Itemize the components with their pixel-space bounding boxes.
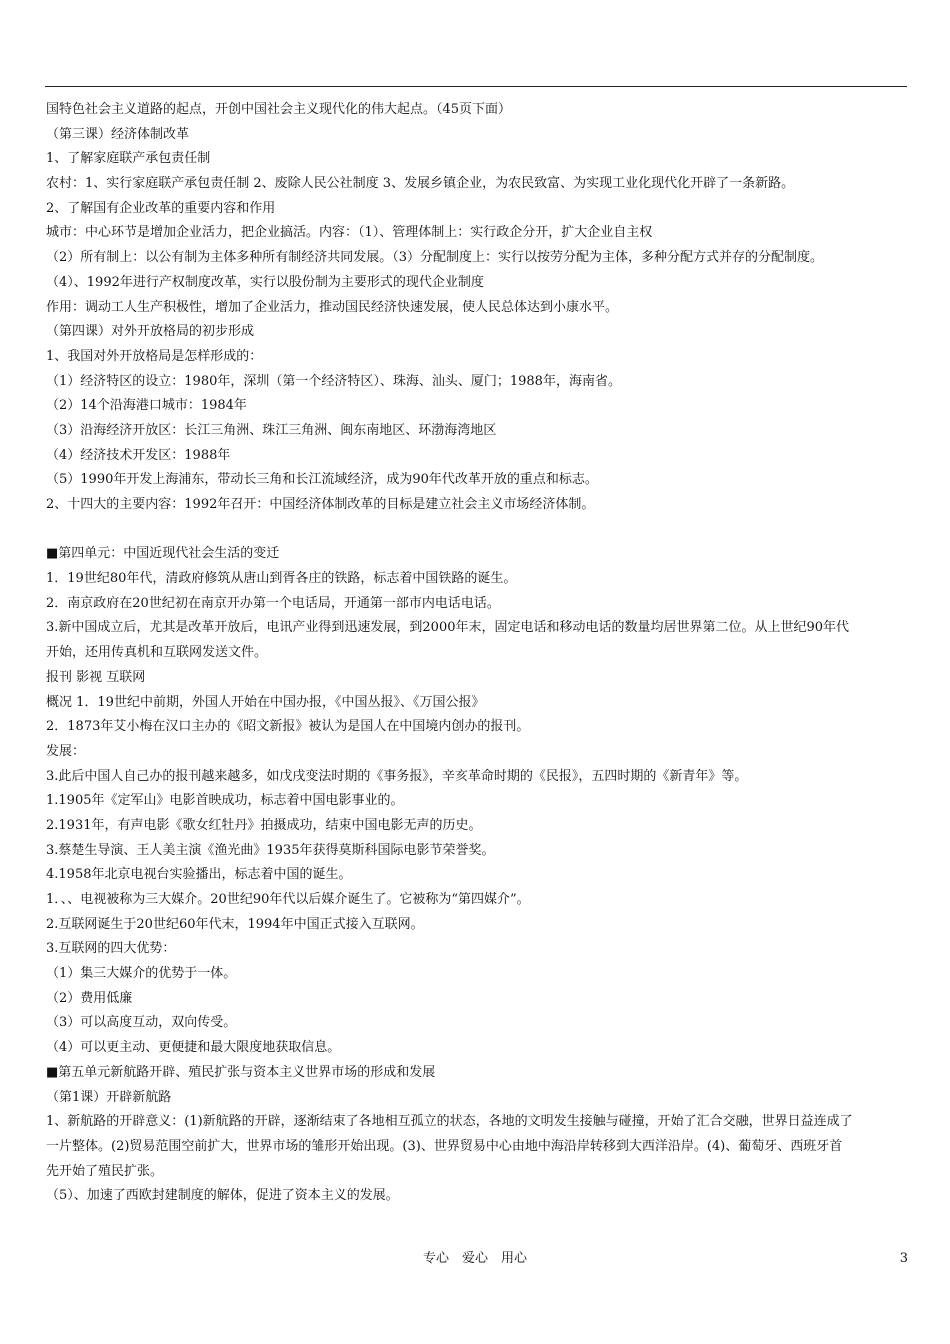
text-line: （4）、1992年进行产权制度改革，实行以股份制为主要形式的现代企业制度 (46, 274, 484, 290)
blank-line (46, 518, 908, 543)
text-line: 1．19世纪80年代，清政府修筑从唐山到胥各庄的铁路，标志着中国铁路的诞生。 (46, 571, 517, 587)
text-line: 概况 1．19世纪中前期，外国人开始在中国办报，《中国丛报》、《万国公报》 (46, 694, 485, 710)
text-line: （2）所有制上：以公有制为主体多种所有制经济共同发展。（3）分配制度上：实行以按劳分配为主体，多种分配方式并存的分配制度。 (46, 250, 824, 266)
text-line: 开始，还用传真机和互联网发送文件。 (46, 645, 268, 661)
text-line: 2、了解国有企业改革的重要内容和作用 (46, 200, 276, 216)
text-line: （1）经济特区的设立：1980年，深圳（第一个经济特区）、珠海、汕头、厦门；1988年，海南省。 (46, 373, 621, 389)
text-line: 发展： (46, 743, 86, 759)
text-line: 先开始了殖民扩张。 (46, 1163, 164, 1179)
text-line: 国特色社会主义道路的起点，开创中国社会主义现代化的伟大起点。（45页下面） (46, 102, 512, 117)
text-line: （1）集三大媒介的优势于一体。 (46, 966, 237, 982)
text-line: 1．、、电视被称为三大媒介。20世纪90年代以后媒介诞生了。它被称为“第四媒介”。 (46, 892, 530, 907)
lesson-heading: （第四课）对外开放格局的初步形成 (46, 324, 255, 340)
text-line: （3）沿海经济开放区：长江三角洲、珠江三角洲、闽东南地区、环渤海湾地区 (46, 422, 497, 438)
text-line: 3.此后中国人自己办的报刊越来越多，如戊戌变法时期的《事务报》，辛亥革命时期的《民报》，五四时期的《新青年》等。 (46, 768, 748, 784)
unit-heading: ■第四单元：中国近现代社会生活的变迁 (46, 546, 280, 562)
text-line: （4）可以更主动、更便捷和最大限度地获取信息。 (46, 1040, 341, 1056)
lesson-heading: （第1课）开辟新航路 (46, 1089, 172, 1105)
text-line: 2．1873年艾小梅在汉口主办的《昭文新报》被认为是国人在中国境内创办的报刊。 (46, 719, 530, 735)
text-line: 2、十四大的主要内容：1992年召开：中国经济体制改革的目标是建立社会主义市场经济体制。 (46, 497, 595, 512)
text-line: 4.1958年北京电视台实验播出，标志着中国的诞生。 (46, 867, 352, 883)
text-line: 作用：调动工人生产积极性，增加了企业活力，推动国民经济快速发展，使人民总体达到小康水平。 (46, 299, 619, 315)
text-line: （4）经济技术开发区：1988年 (46, 447, 231, 463)
text-line: 3.互联网的四大优势： (46, 941, 176, 957)
text-line: 3.新中国成立后，尤其是改革开放后，电讯产业得到迅速发展，到2000年末，固定电话和移动电话的数量均居世界第二位。从上世纪90年代 (46, 620, 850, 636)
text-line: 报刊 影视 互联网 (46, 669, 146, 685)
text-line: 1、我国对外开放格局是怎样形成的： (46, 348, 263, 364)
unit-heading: ■第五单元新航路开辟、殖民扩张与资本主义世界市场的形成和发展 (46, 1064, 436, 1080)
text-line: （5）、加速了西欧封建制度的解体，促进了资本主义的发展。 (46, 1188, 399, 1204)
footer-motto: 专心 爱心 用心 (422, 1251, 527, 1266)
text-line: 3.蔡楚生导演、王人美主演《渔光曲》1935年获得莫斯科国际电影节荣誉奖。 (46, 842, 495, 858)
document-body (46, 98, 908, 1209)
text-line: 2．南京政府在20世纪初在南京开办第一个电话局，开通第一部市内电话电话。 (46, 595, 500, 611)
text-line: 农村：1、实行家庭联产承包责任制 2、废除人民公社制度 3、发展乡镇企业，为农民致富、为实现工业化现代化开辟了一条新路。 (46, 176, 795, 192)
text-line: （2）费用低廉 (46, 990, 133, 1006)
text-line: 1.1905年《定军山》电影首映成功，标志着中国电影事业的。 (46, 793, 404, 809)
text-line: （3）可以高度互动，双向传受。 (46, 1015, 237, 1031)
text-line: 2.互联网诞生于20世纪60年代末，1994年中国正式接入互联网。 (46, 916, 424, 932)
page-number: 3 (899, 1251, 908, 1266)
text-line: （5）1990年开发上海浦东，带动长三角和长江流域经济，成为90年代改革开放的重点和标志。 (46, 472, 598, 488)
text-line: 2.1931年，有声电影《歌女红牡丹》拍摄成功，结束中国电影无声的历史。 (46, 817, 482, 833)
text-line: 1、了解家庭联产承包责任制 (46, 151, 211, 167)
text-line: 1、新航路的开辟意义：(1)新航路的开辟，逐渐结束了各地相互孤立的状态，各地的文明发生接触与碰撞，开始了汇合交融，世界日益连成了 (46, 1114, 853, 1130)
text-line: 城市：中心环节是增加企业活力，把企业搞活。内容：（1）、管理体制上：实行政企分开，扩大企业自主权 (46, 225, 653, 241)
lesson-heading: （第三课）经济体制改革 (46, 126, 190, 142)
text-line: （2）14个沿海港口城市：1984年 (46, 398, 247, 414)
text-line: 一片整体。(2)贸易范围空前扩大，世界市场的雏形开始出现。(3)、世界贸易中心由地中海沿岸转移到大西洋沿岸。(4)、葡萄牙、西班牙首 (46, 1138, 843, 1154)
header-rule (45, 86, 907, 87)
